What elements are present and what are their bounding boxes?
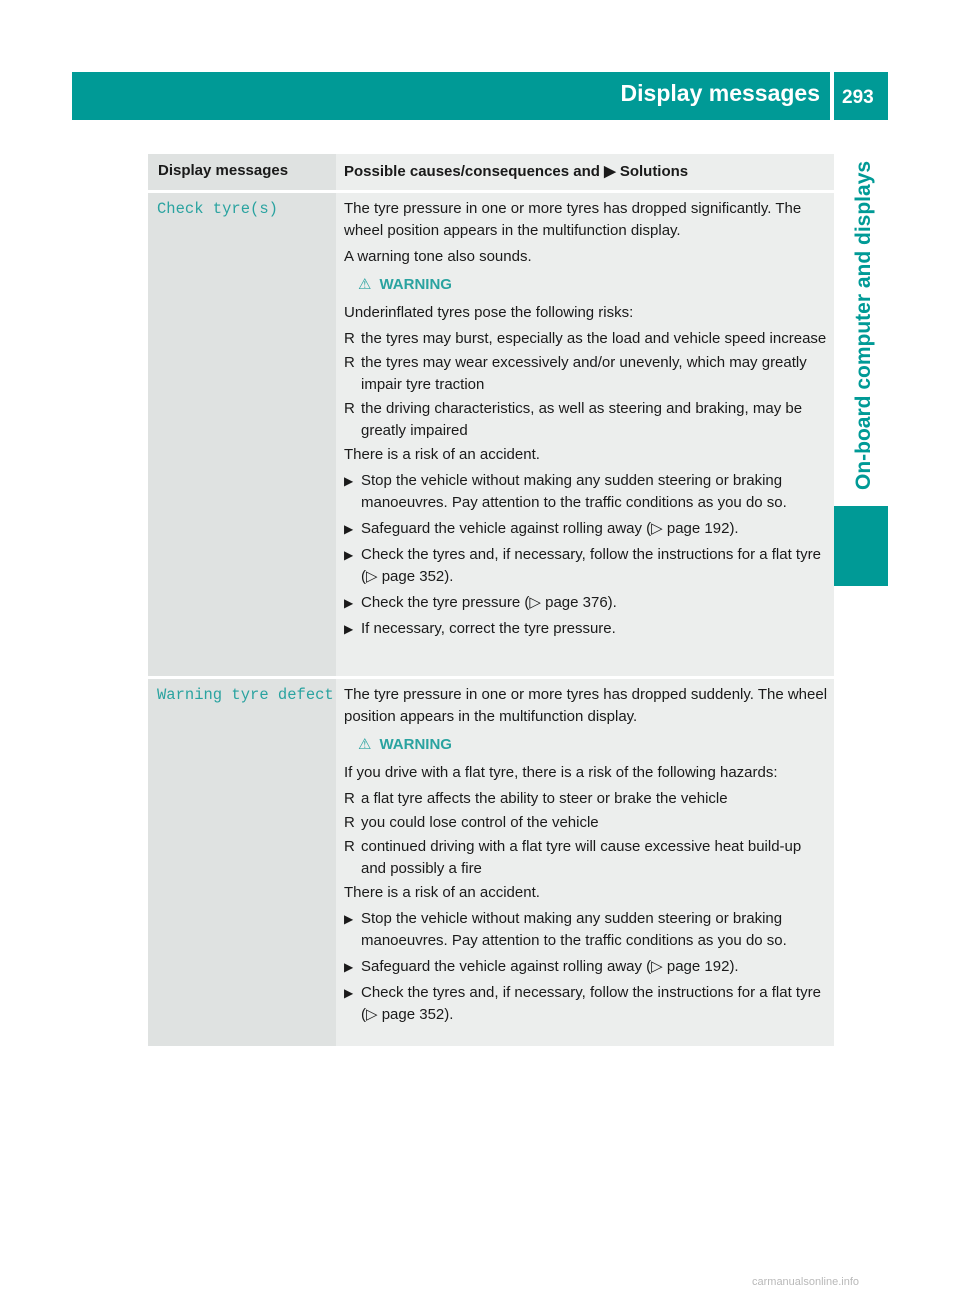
message-check-tyres: Check tyre(s): [157, 200, 278, 218]
list-item: ▶ Check the tyres and, if necessary, follow the instructions for a flat tyre (▷ page 352).: [344, 546, 821, 585]
step-arrow-icon: ▶: [344, 522, 354, 536]
warning-triangle-icon: ⚠: [358, 736, 372, 753]
bullet-icon: R: [344, 400, 355, 417]
page-section-title: Display messages: [620, 80, 820, 106]
list-item: ▶ If necessary, correct the tyre pressure.: [344, 618, 828, 640]
table-header-solutions: Possible causes/consequences and ▶ Solutions: [344, 163, 689, 180]
header-separator: [148, 190, 834, 193]
table-row: [344, 198, 828, 644]
step-arrow-icon: ▶: [344, 912, 354, 926]
list-item: ▶ Check the tyres and, if necessary, follow the instructions for a flat tyre (▷ page 352).: [344, 984, 821, 1023]
intro-text: A warning tone also sounds.: [344, 248, 532, 265]
step-arrow-icon: ▶: [344, 986, 354, 1000]
bullet-icon: R: [344, 814, 355, 831]
warning-heading: [358, 734, 828, 756]
intro-text: The tyre pressure in one or more tyres has dropped suddenly. The wheel position appears in the multifunction display.: [344, 686, 828, 725]
intro-text: The tyre pressure in one or more tyres has dropped significantly. The wheel position appears in the multifunction display.: [344, 200, 802, 239]
list-item: R a flat tyre affects the ability to steer or brake the vehicle: [344, 788, 828, 810]
step-arrow-icon: ▶: [344, 622, 354, 636]
list-item: R the driving characteristics, as well as steering and braking, may be greatly impaired: [344, 400, 803, 439]
warning-label: WARNING: [379, 276, 452, 293]
table-col-messages: [148, 154, 336, 1046]
page-number-box: [834, 72, 888, 120]
risk-intro: Underinflated tyres pose the following risks:: [344, 304, 634, 321]
message-warning-tyre-defect: Warning tyre defect: [157, 686, 334, 704]
step-arrow-icon: ▶: [344, 548, 354, 562]
list-item: ▶ Stop the vehicle without making any sudden steering or braking manoeuvres. Pay attention to the traffic conditions as you do so.: [344, 472, 787, 511]
bullet-icon: R: [344, 330, 355, 347]
step-arrow-icon: ▶: [344, 474, 354, 488]
list-item: R continued driving with a flat tyre will cause excessive heat build-up and possibly a fire: [344, 838, 802, 877]
bullet-icon: R: [344, 838, 355, 855]
side-tab-marker: [834, 506, 888, 586]
header-bar: [72, 72, 830, 120]
list-item: ▶ Safeguard the vehicle against rolling away (▷ page 192).: [344, 518, 828, 540]
warning-triangle-icon: ⚠: [358, 276, 372, 293]
risk-outro: There is a risk of an accident.: [344, 884, 540, 901]
bullet-icon: R: [344, 354, 355, 371]
row-separator: [148, 676, 834, 679]
step-arrow-icon: ▶: [344, 960, 354, 974]
side-tab-label: On-board computer and displays: [852, 160, 875, 490]
risk-intro: If you drive with a flat tyre, there is a risk of the following hazards:: [344, 764, 778, 781]
table-row: [344, 684, 828, 1030]
step-arrow-icon: ▶: [344, 596, 354, 610]
risk-outro: There is a risk of an accident.: [344, 446, 540, 463]
warning-heading: [358, 274, 828, 296]
display-messages-table: [148, 154, 834, 1046]
footer-watermark[interactable]: carmanualsonline.info: [752, 1276, 860, 1288]
list-item: ▶ Check the tyre pressure (▷ page 376).: [344, 592, 828, 614]
table-header-messages: Display messages: [158, 162, 289, 179]
list-item: R the tyres may burst, especially as the load and vehicle speed increase: [344, 328, 828, 350]
warning-label: WARNING: [379, 736, 452, 753]
list-item: R you could lose control of the vehicle: [344, 812, 828, 834]
list-item: R the tyres may wear excessively and/or unevenly, which may greatly impair tyre traction: [344, 354, 807, 393]
bullet-icon: R: [344, 790, 355, 807]
page-number: 293: [842, 87, 874, 108]
list-item: ▶ Stop the vehicle without making any sudden steering or braking manoeuvres. Pay attention to the traffic conditions as you do so.: [344, 910, 787, 949]
list-item: ▶ Safeguard the vehicle against rolling away (▷ page 192).: [344, 956, 828, 978]
